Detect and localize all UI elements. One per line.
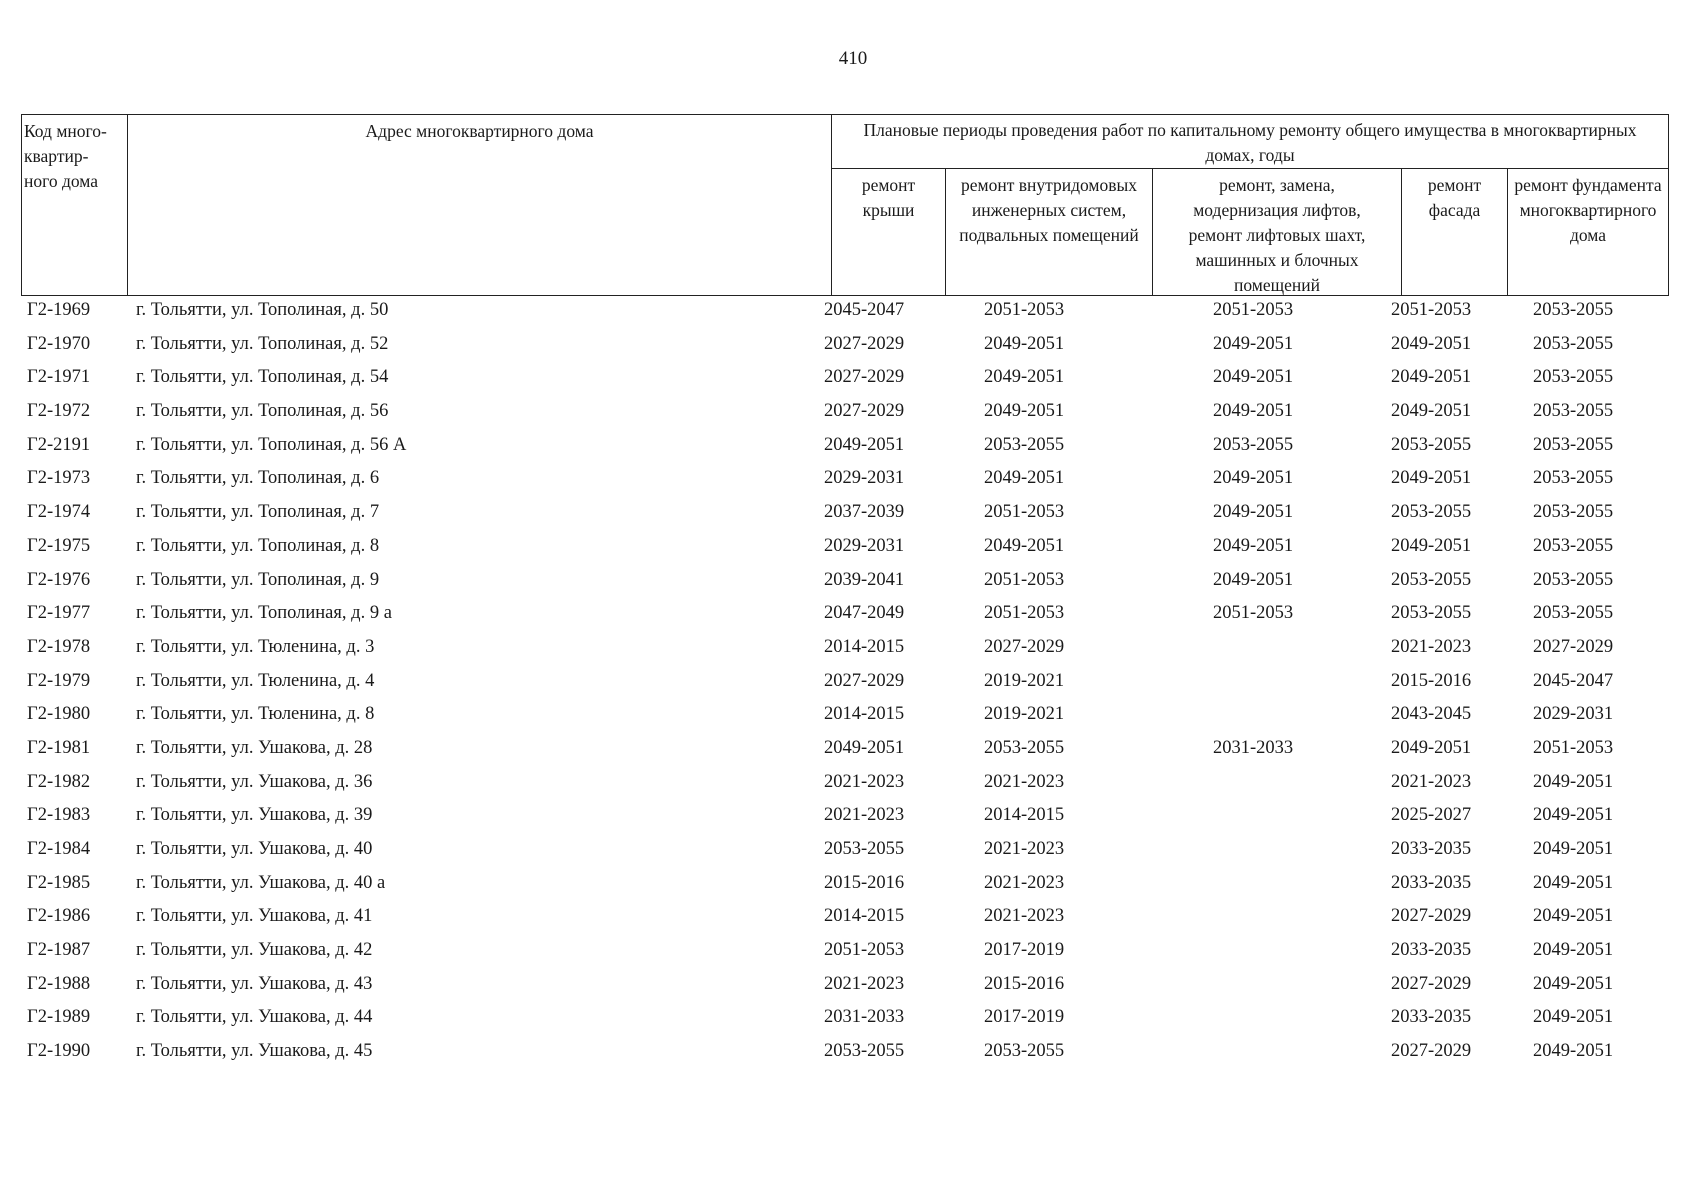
cell-facade: 2027-2029 <box>1391 1041 1472 1062</box>
cell-address: г. Тольятти, ул. Тополиная, д. 56 <box>136 401 389 422</box>
cell-facade: 2049-2051 <box>1391 401 1472 422</box>
cell-address: г. Тольятти, ул. Ушакова, д. 28 <box>136 737 373 758</box>
cell-foundation: 2053-2055 <box>1533 434 1614 455</box>
cell-code: Г2-1979 <box>27 670 91 691</box>
cell-engineering: 2021-2023 <box>984 771 1065 792</box>
cell-facade: 2053-2055 <box>1391 502 1472 523</box>
cell-engineering: 2051-2053 <box>984 569 1065 590</box>
cell-lifts: 2049-2051 <box>1213 569 1294 590</box>
cell-roof: 2021-2023 <box>824 805 905 826</box>
cell-lifts: 2049-2051 <box>1213 333 1294 354</box>
header-roof-label: ремонт крыши <box>861 175 916 220</box>
cell-address: г. Тольятти, ул. Ушакова, д. 44 <box>136 1007 373 1028</box>
cell-foundation: 2053-2055 <box>1533 367 1614 388</box>
cell-code: Г2-1972 <box>27 401 91 422</box>
cell-lifts: 2051-2053 <box>1213 603 1294 624</box>
cell-engineering: 2049-2051 <box>984 401 1065 422</box>
cell-facade: 2053-2055 <box>1391 569 1472 590</box>
cell-address: г. Тольятти, ул. Ушакова, д. 36 <box>136 771 373 792</box>
table-row <box>0 296 1706 330</box>
table-row <box>0 566 1706 600</box>
cell-lifts: 2049-2051 <box>1213 468 1294 489</box>
cell-engineering: 2021-2023 <box>984 906 1065 927</box>
cell-engineering: 2051-2053 <box>984 603 1065 624</box>
table-row <box>0 431 1706 465</box>
table-row <box>0 633 1706 667</box>
cell-engineering: 2014-2015 <box>984 805 1065 826</box>
cell-facade: 2049-2051 <box>1391 737 1472 758</box>
cell-engineering: 2049-2051 <box>984 333 1065 354</box>
table-row <box>0 902 1706 936</box>
cell-roof: 2051-2053 <box>824 940 905 961</box>
header-lifts <box>1152 168 1402 296</box>
header-facade-label: ремонт фасада <box>1427 175 1482 220</box>
cell-lifts: 2049-2051 <box>1213 502 1294 523</box>
cell-roof: 2029-2031 <box>824 535 905 556</box>
cell-code: Г2-1970 <box>27 333 91 354</box>
cell-foundation: 2045-2047 <box>1533 670 1614 691</box>
cell-code: Г2-1982 <box>27 771 91 792</box>
cell-facade: 2033-2035 <box>1391 872 1472 893</box>
cell-roof: 2045-2047 <box>824 300 905 320</box>
cell-engineering: 2051-2053 <box>984 502 1065 523</box>
header-roof <box>831 168 946 296</box>
cell-engineering: 2049-2051 <box>984 367 1065 388</box>
cell-address: г. Тольятти, ул. Тополиная, д. 52 <box>136 333 389 354</box>
cell-code: Г2-1987 <box>27 940 91 961</box>
table-row <box>0 700 1706 734</box>
cell-foundation: 2049-2051 <box>1533 872 1614 893</box>
cell-engineering: 2027-2029 <box>984 636 1065 657</box>
cell-foundation: 2053-2055 <box>1533 535 1614 556</box>
cell-facade: 2025-2027 <box>1391 805 1472 826</box>
cell-foundation: 2051-2053 <box>1533 737 1614 758</box>
cell-roof: 2037-2039 <box>824 502 905 523</box>
cell-facade: 2049-2051 <box>1391 333 1472 354</box>
table-row <box>0 599 1706 633</box>
cell-code: Г2-1988 <box>27 973 91 994</box>
cell-roof: 2014-2015 <box>824 636 905 657</box>
cell-code: Г2-1990 <box>27 1041 91 1062</box>
page-number: 410 <box>838 48 868 69</box>
cell-engineering: 2017-2019 <box>984 1007 1065 1028</box>
cell-roof: 2027-2029 <box>824 333 905 354</box>
cell-lifts: 2051-2053 <box>1213 300 1294 320</box>
cell-foundation: 2049-2051 <box>1533 839 1614 859</box>
cell-lifts: 2049-2051 <box>1213 367 1294 388</box>
cell-foundation: 2049-2051 <box>1533 771 1614 792</box>
cell-address: г. Тольятти, ул. Тополиная, д. 9 а <box>136 603 392 624</box>
cell-roof: 2027-2029 <box>824 367 905 388</box>
table-row <box>0 1037 1706 1071</box>
cell-address: г. Тольятти, ул. Ушакова, д. 42 <box>136 940 373 961</box>
cell-foundation: 2053-2055 <box>1533 300 1614 320</box>
cell-code: Г2-1973 <box>27 468 91 489</box>
cell-code: Г2-1974 <box>27 502 91 523</box>
header-lifts-label: ремонт, замена, модернизация лифтов, ремонт лифтовых шахт, машинных и блочных помещений <box>1188 175 1366 295</box>
cell-code: Г2-2191 <box>27 434 91 455</box>
cell-engineering: 2049-2051 <box>984 468 1065 489</box>
cell-roof: 2053-2055 <box>824 839 905 859</box>
table-row <box>0 1003 1706 1037</box>
cell-address: г. Тольятти, ул. Тюленина, д. 3 <box>136 636 375 657</box>
table-row <box>0 397 1706 431</box>
cell-facade: 2033-2035 <box>1391 839 1472 859</box>
cell-code: Г2-1984 <box>27 839 91 859</box>
cell-foundation: 2049-2051 <box>1533 940 1614 961</box>
cell-lifts: 2049-2051 <box>1213 535 1294 556</box>
cell-roof: 2015-2016 <box>824 872 905 893</box>
header-foundation-label: ремонт фундамента многоквартирного дома <box>1514 175 1662 245</box>
cell-address: г. Тольятти, ул. Тополиная, д. 56 А <box>136 434 407 455</box>
cell-engineering: 2049-2051 <box>984 535 1065 556</box>
cell-address: г. Тольятти, ул. Тополиная, д. 7 <box>136 502 380 523</box>
cell-engineering: 2051-2053 <box>984 300 1065 320</box>
cell-foundation: 2053-2055 <box>1533 468 1614 489</box>
cell-lifts: 2031-2033 <box>1213 737 1294 758</box>
cell-foundation: 2053-2055 <box>1533 401 1614 422</box>
cell-facade: 2033-2035 <box>1391 1007 1472 1028</box>
cell-engineering: 2053-2055 <box>984 737 1065 758</box>
cell-code: Г2-1986 <box>27 906 91 927</box>
cell-lifts: 2049-2051 <box>1213 401 1294 422</box>
table-row <box>0 835 1706 869</box>
cell-engineering: 2015-2016 <box>984 973 1065 994</box>
cell-facade: 2027-2029 <box>1391 973 1472 994</box>
cell-code: Г2-1971 <box>27 367 91 388</box>
header-code <box>21 114 128 296</box>
cell-roof: 2039-2041 <box>824 569 905 590</box>
cell-foundation: 2049-2051 <box>1533 906 1614 927</box>
cell-code: Г2-1969 <box>27 300 91 320</box>
header-engineering <box>945 168 1153 296</box>
cell-roof: 2049-2051 <box>824 434 905 455</box>
cell-roof: 2029-2031 <box>824 468 905 489</box>
cell-engineering: 2017-2019 <box>984 940 1065 961</box>
table-row <box>0 464 1706 498</box>
cell-foundation: 2049-2051 <box>1533 1041 1614 1062</box>
cell-engineering: 2021-2023 <box>984 872 1065 893</box>
cell-engineering: 2019-2021 <box>984 704 1065 725</box>
cell-code: Г2-1983 <box>27 805 91 826</box>
cell-address: г. Тольятти, ул. Тополиная, д. 50 <box>136 300 389 320</box>
cell-code: Г2-1975 <box>27 535 91 556</box>
cell-facade: 2015-2016 <box>1391 670 1472 691</box>
cell-foundation: 2053-2055 <box>1533 502 1614 523</box>
table-row <box>0 734 1706 768</box>
cell-roof: 2049-2051 <box>824 737 905 758</box>
cell-roof: 2053-2055 <box>824 1041 905 1062</box>
cell-roof: 2027-2029 <box>824 670 905 691</box>
cell-facade: 2049-2051 <box>1391 367 1472 388</box>
cell-facade: 2021-2023 <box>1391 636 1472 657</box>
header-engineering-label: ремонт внутридомовых инженерных систем, подвальных помещений <box>959 175 1139 245</box>
cell-roof: 2014-2015 <box>824 906 905 927</box>
cell-code: Г2-1989 <box>27 1007 91 1028</box>
cell-facade: 2051-2053 <box>1391 300 1472 320</box>
cell-roof: 2021-2023 <box>824 973 905 994</box>
cell-roof: 2014-2015 <box>824 704 905 725</box>
cell-code: Г2-1978 <box>27 636 91 657</box>
cell-address: г. Тольятти, ул. Тополиная, д. 9 <box>136 569 380 590</box>
cell-foundation: 2053-2055 <box>1533 333 1614 354</box>
cell-foundation: 2049-2051 <box>1533 973 1614 994</box>
cell-facade: 2043-2045 <box>1391 704 1472 725</box>
table-row <box>0 532 1706 566</box>
table-row <box>0 667 1706 701</box>
cell-lifts: 2053-2055 <box>1213 434 1294 455</box>
cell-engineering: 2019-2021 <box>984 670 1065 691</box>
header-address <box>127 114 832 296</box>
table-row <box>0 330 1706 364</box>
table-row <box>0 363 1706 397</box>
cell-foundation: 2053-2055 <box>1533 603 1614 624</box>
cell-code: Г2-1981 <box>27 737 91 758</box>
cell-address: г. Тольятти, ул. Тополиная, д. 6 <box>136 468 380 489</box>
cell-foundation: 2029-2031 <box>1533 704 1614 725</box>
cell-roof: 2027-2029 <box>824 401 905 422</box>
cell-address: г. Тольятти, ул. Ушакова, д. 41 <box>136 906 373 927</box>
header-periods-label: Плановые периоды проведения работ по капитальному ремонту общего имущества в многоквартирных домах, годы <box>863 120 1637 165</box>
cell-foundation: 2049-2051 <box>1533 1007 1614 1028</box>
cell-engineering: 2053-2055 <box>984 1041 1065 1062</box>
cell-roof: 2047-2049 <box>824 603 905 624</box>
cell-roof: 2021-2023 <box>824 771 905 792</box>
cell-facade: 2049-2051 <box>1391 535 1472 556</box>
cell-address: г. Тольятти, ул. Ушакова, д. 43 <box>136 973 373 994</box>
table-row <box>0 768 1706 802</box>
cell-facade: 2053-2055 <box>1391 434 1472 455</box>
table-header <box>21 114 1669 296</box>
cell-foundation: 2027-2029 <box>1533 636 1614 657</box>
cell-address: г. Тольятти, ул. Тюленина, д. 8 <box>136 704 375 725</box>
cell-facade: 2021-2023 <box>1391 771 1472 792</box>
cell-address: г. Тольятти, ул. Тополиная, д. 8 <box>136 535 380 556</box>
cell-code: Г2-1980 <box>27 704 91 725</box>
cell-address: г. Тольятти, ул. Ушакова, д. 45 <box>136 1041 373 1062</box>
cell-roof: 2031-2033 <box>824 1007 905 1028</box>
table-body <box>0 296 1706 1071</box>
cell-engineering: 2053-2055 <box>984 434 1065 455</box>
cell-foundation: 2049-2051 <box>1533 805 1614 826</box>
cell-code: Г2-1976 <box>27 569 91 590</box>
header-facade <box>1401 168 1508 296</box>
cell-facade: 2033-2035 <box>1391 940 1472 961</box>
table-row <box>0 970 1706 1004</box>
header-code-label: Код много- квартир- ного дома <box>24 121 107 191</box>
cell-address: г. Тольятти, ул. Тополиная, д. 54 <box>136 367 389 388</box>
header-periods-group <box>831 114 1669 169</box>
table-row <box>0 936 1706 970</box>
header-address-label: Адрес многоквартирного дома <box>365 121 594 141</box>
cell-address: г. Тольятти, ул. Ушакова, д. 40 а <box>136 872 386 893</box>
cell-engineering: 2021-2023 <box>984 839 1065 859</box>
table-row <box>0 498 1706 532</box>
cell-address: г. Тольятти, ул. Ушакова, д. 39 <box>136 805 373 826</box>
cell-code: Г2-1985 <box>27 872 91 893</box>
table-row <box>0 801 1706 835</box>
cell-foundation: 2053-2055 <box>1533 569 1614 590</box>
table-row <box>0 869 1706 903</box>
cell-facade: 2053-2055 <box>1391 603 1472 624</box>
cell-address: г. Тольятти, ул. Ушакова, д. 40 <box>136 839 373 859</box>
header-foundation <box>1507 168 1669 296</box>
cell-code: Г2-1977 <box>27 603 91 624</box>
cell-facade: 2049-2051 <box>1391 468 1472 489</box>
cell-address: г. Тольятти, ул. Тюленина, д. 4 <box>136 670 375 691</box>
cell-facade: 2027-2029 <box>1391 906 1472 927</box>
